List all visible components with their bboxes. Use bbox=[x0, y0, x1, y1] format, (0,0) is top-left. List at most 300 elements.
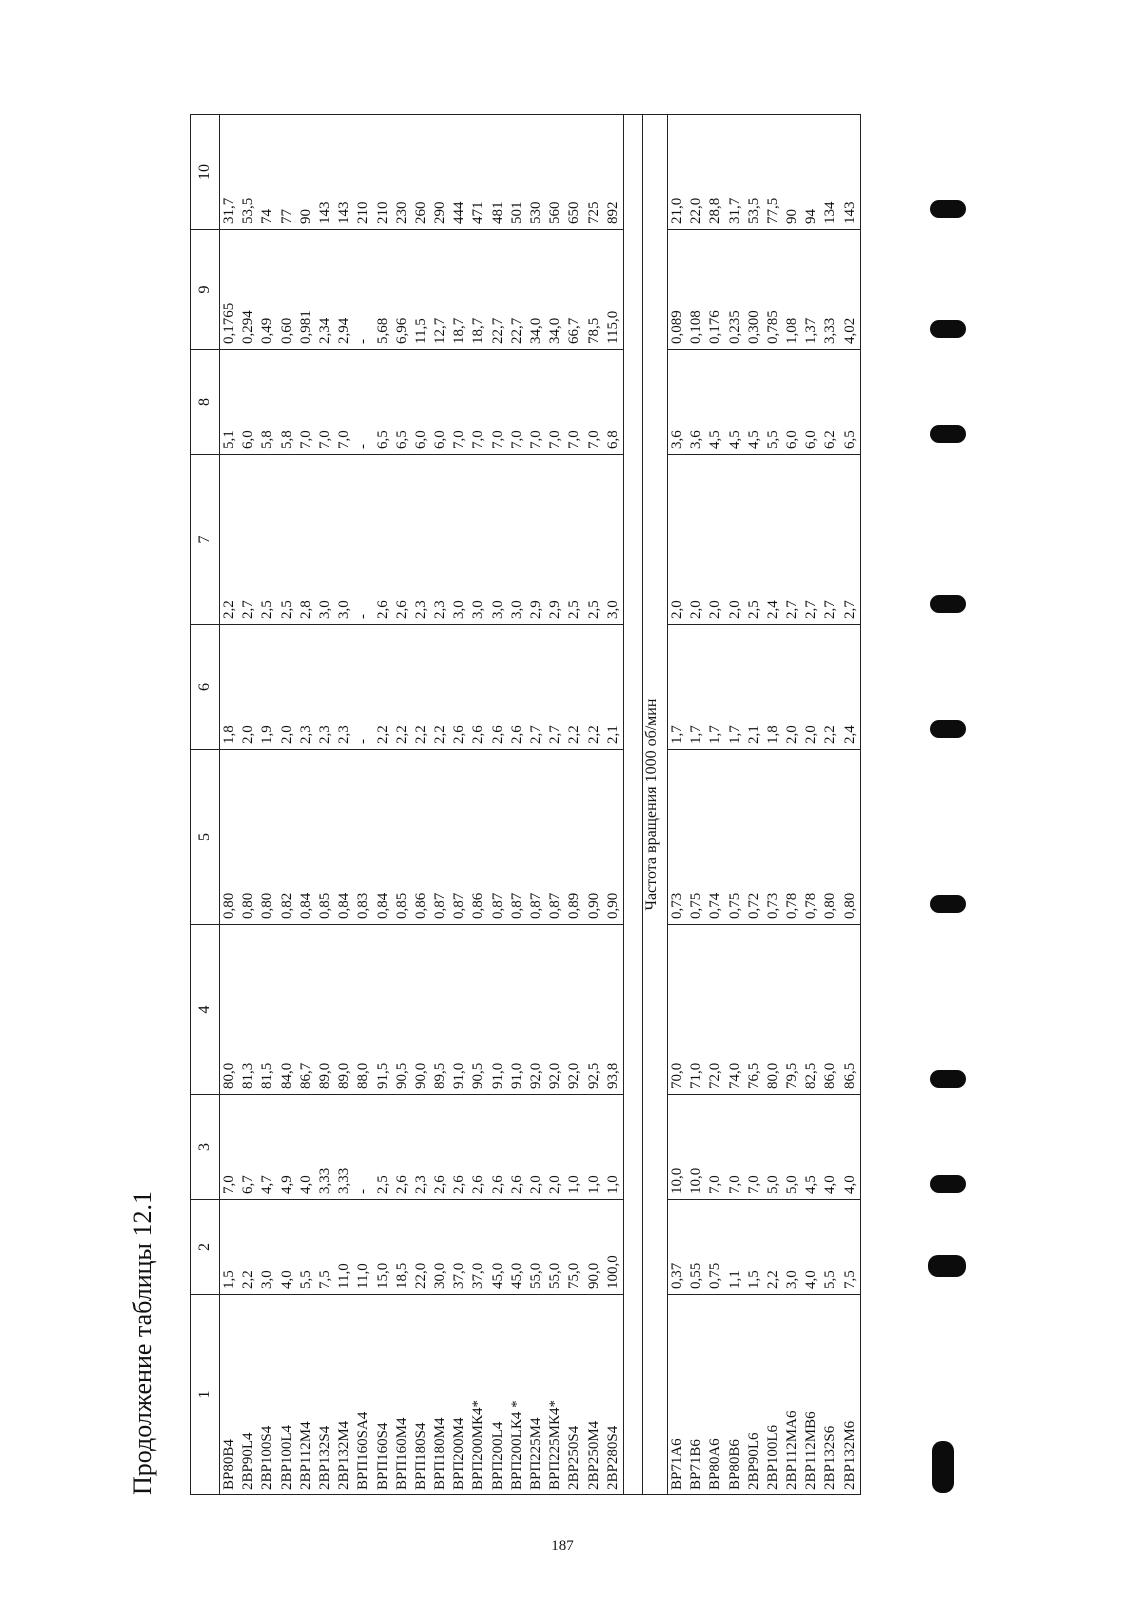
cell-values bbox=[668, 750, 860, 924]
table-cell: 2,9 bbox=[547, 600, 564, 619]
table-cell: 0,85 bbox=[393, 892, 410, 919]
table-cell: 1,37 bbox=[803, 317, 820, 344]
table-cell: 3,33 bbox=[316, 1167, 333, 1194]
table-cell: 53,5 bbox=[240, 197, 257, 224]
table-cell: ВРП160М4 bbox=[393, 1417, 410, 1490]
table-cell: 79,5 bbox=[784, 1062, 801, 1089]
table-cell: 55,0 bbox=[528, 1262, 544, 1289]
table-cell: 0,87 bbox=[528, 892, 544, 919]
table-cell: 0,235 bbox=[726, 310, 743, 344]
table-cell: 6,0 bbox=[784, 430, 801, 449]
cell-values bbox=[220, 455, 623, 624]
table-cell: 78,5 bbox=[585, 317, 602, 344]
table-cell: 31,7 bbox=[221, 197, 237, 224]
table-cell: ВРП180S4 bbox=[412, 1422, 429, 1490]
table-cell: 6,5 bbox=[374, 430, 391, 449]
table-cell: 22,7 bbox=[508, 317, 525, 344]
table-cell: 2,2 bbox=[412, 725, 429, 744]
table-cell: - bbox=[355, 339, 372, 344]
table-cell: 0,60 bbox=[278, 317, 295, 344]
col-header-4: 4 bbox=[191, 925, 220, 1095]
table-cell: 15,0 bbox=[374, 1262, 391, 1289]
table-cell: ВРП200МК4* bbox=[470, 1399, 487, 1490]
data-table bbox=[190, 114, 861, 1495]
table-cell: 1,5 bbox=[745, 1270, 762, 1289]
table-cell: 1,0 bbox=[566, 1175, 583, 1194]
table-cell: 2,6 bbox=[393, 1175, 410, 1194]
ink-blot bbox=[930, 895, 966, 913]
cell-values bbox=[668, 625, 860, 749]
table-cell: 2,7 bbox=[822, 600, 839, 619]
col-header-3: 3 bbox=[191, 1095, 220, 1200]
table-cell: 7,0 bbox=[316, 430, 333, 449]
table-cell: 2,3 bbox=[412, 1175, 429, 1194]
table-cell: 37,0 bbox=[470, 1262, 487, 1289]
table-cell: 3,0 bbox=[784, 1270, 801, 1289]
table-cell: 0,80 bbox=[221, 892, 237, 919]
table-cell: 0,80 bbox=[822, 892, 839, 919]
table-cell: 2,7 bbox=[528, 725, 544, 744]
table-cell: 0,90 bbox=[585, 892, 602, 919]
table-cell: 2ВР112МА6 bbox=[784, 1410, 801, 1490]
table-cell: 18,7 bbox=[451, 317, 468, 344]
table-cell: 11,5 bbox=[412, 318, 429, 344]
table-cell: 0,1765 bbox=[221, 302, 237, 344]
table-cell: 90 bbox=[784, 209, 801, 224]
table-cell: 92,0 bbox=[547, 1062, 564, 1089]
table-cell: 2,6 bbox=[489, 725, 506, 744]
table-cell: 3,0 bbox=[604, 600, 621, 619]
table-cell: 2,6 bbox=[374, 600, 391, 619]
table-cell: 290 bbox=[432, 201, 449, 224]
table-cell: 0,90 bbox=[604, 892, 621, 919]
group2-col-9 bbox=[667, 230, 860, 350]
table-cell: 2,2 bbox=[393, 725, 410, 744]
table-cell: 93,8 bbox=[604, 1062, 621, 1089]
group2-col-4 bbox=[667, 925, 860, 1095]
table-cell: 7,0 bbox=[585, 430, 602, 449]
table-cell: 5,68 bbox=[374, 317, 391, 344]
table-cell: 0,87 bbox=[432, 892, 449, 919]
table-cell: 2,6 bbox=[508, 725, 525, 744]
table-cell: 3,0 bbox=[451, 600, 468, 619]
table-cell: 1,5 bbox=[221, 1270, 237, 1289]
table-cell: 560 bbox=[547, 201, 564, 224]
table-cell: 5,8 bbox=[278, 430, 295, 449]
table-cell: 90,5 bbox=[393, 1062, 410, 1089]
table-cell: 7,0 bbox=[508, 430, 525, 449]
group2-col-6 bbox=[667, 625, 860, 750]
table-cell: 2,2 bbox=[432, 725, 449, 744]
cell-values bbox=[220, 750, 623, 924]
table-cell: 2,5 bbox=[278, 600, 295, 619]
table-cell: 143 bbox=[841, 201, 858, 224]
table-cell: 143 bbox=[316, 201, 333, 224]
table-cell: 5,0 bbox=[784, 1175, 801, 1194]
table-cell: 2,0 bbox=[668, 600, 685, 619]
table-cell: 72,0 bbox=[707, 1062, 724, 1089]
table-cell: 0,089 bbox=[668, 310, 685, 344]
table-cell: 1,08 bbox=[784, 317, 801, 344]
table-cell: 3,0 bbox=[259, 1270, 276, 1289]
table-cell: 2,2 bbox=[240, 1270, 257, 1289]
table-cell: 7,0 bbox=[297, 430, 314, 449]
table-cell: 22,0 bbox=[688, 197, 705, 224]
ink-blot bbox=[928, 1255, 966, 1277]
table-cell: 5,0 bbox=[764, 1175, 781, 1194]
table-cell: 94 bbox=[803, 209, 820, 224]
table-cell: 2,2 bbox=[764, 1270, 781, 1289]
table-cell: 2,4 bbox=[841, 725, 858, 744]
table-cell: 0,87 bbox=[489, 892, 506, 919]
table-cell: 2,7 bbox=[803, 600, 820, 619]
table-cell: 2,6 bbox=[393, 600, 410, 619]
table-cell: ВРП225МК4* bbox=[547, 1399, 564, 1490]
table-cell: 2,9 bbox=[528, 600, 544, 619]
table-cell: 2ВР132S6 bbox=[822, 1425, 839, 1490]
table-cell: 0,82 bbox=[278, 892, 295, 919]
table-cell: 86,5 bbox=[841, 1062, 858, 1089]
table-cell: 2,0 bbox=[803, 725, 820, 744]
table-cell: 0,108 bbox=[688, 310, 705, 344]
table-cell: 2,8 bbox=[297, 600, 314, 619]
table-cell: 2,34 bbox=[316, 317, 333, 344]
table-cell: 2,0 bbox=[278, 725, 295, 744]
cell-values bbox=[220, 350, 623, 454]
table-cell: 92,0 bbox=[566, 1062, 583, 1089]
table-cell: 0,87 bbox=[508, 892, 525, 919]
cell-values bbox=[220, 1200, 623, 1294]
table-cell: 2,4 bbox=[764, 600, 781, 619]
table-cell: 7,5 bbox=[316, 1270, 333, 1289]
table-cell: 0,84 bbox=[374, 892, 391, 919]
table-cell: 4,02 bbox=[841, 317, 858, 344]
table-cell: 4,5 bbox=[726, 430, 743, 449]
cell-values bbox=[220, 1295, 623, 1494]
table-cell: 0,75 bbox=[726, 892, 743, 919]
table-cell: 2,3 bbox=[297, 725, 314, 744]
table-cell: 86,0 bbox=[822, 1062, 839, 1089]
table-cell: 81,5 bbox=[259, 1062, 276, 1089]
table-cell: 2,0 bbox=[240, 725, 257, 744]
cell-values bbox=[668, 925, 860, 1094]
table-cell: 4,0 bbox=[803, 1270, 820, 1289]
table-cell: 1,1 bbox=[726, 1270, 743, 1289]
table-cell: 89,5 bbox=[432, 1062, 449, 1089]
table-cell: 90,5 bbox=[470, 1062, 487, 1089]
table-cell: 444 bbox=[451, 201, 468, 224]
table-cell: 0,80 bbox=[240, 892, 257, 919]
table-cell: 2ВР132М4 bbox=[336, 1420, 353, 1490]
table-cell: 84,0 bbox=[278, 1062, 295, 1089]
table-cell: 5,8 bbox=[259, 430, 276, 449]
table-cell: 115,0 bbox=[604, 310, 621, 344]
table-cell: 22,7 bbox=[489, 317, 506, 344]
table-cell: 0,49 bbox=[259, 317, 276, 344]
table-cell: 2,0 bbox=[547, 1175, 564, 1194]
table-cell: 4,0 bbox=[278, 1270, 295, 1289]
group1-col-8 bbox=[220, 350, 624, 455]
table-cell: 725 bbox=[585, 201, 602, 224]
table-cell: 11,0 bbox=[355, 1263, 372, 1289]
table-cell: 3,6 bbox=[688, 430, 705, 449]
table-cell: 5,5 bbox=[297, 1270, 314, 1289]
table-cell: 7,0 bbox=[528, 430, 544, 449]
table-cell: 7,0 bbox=[336, 430, 353, 449]
col-header-8: 8 bbox=[191, 350, 220, 455]
table-cell: 2,5 bbox=[374, 1175, 391, 1194]
table-cell: 74,0 bbox=[726, 1062, 743, 1089]
table-cell: 4,5 bbox=[745, 430, 762, 449]
cell-values bbox=[668, 1095, 860, 1199]
table-cell: 90 bbox=[297, 209, 314, 224]
ink-blot bbox=[930, 200, 966, 218]
table-cell: 4,5 bbox=[803, 1175, 820, 1194]
group1-col-5 bbox=[220, 750, 624, 925]
table-cell: 71,0 bbox=[688, 1062, 705, 1089]
table-cell: 12,7 bbox=[432, 317, 449, 344]
table-cell: 3,6 bbox=[668, 430, 685, 449]
table-cell: 2,6 bbox=[432, 1175, 449, 1194]
page-number: 187 bbox=[551, 1538, 574, 1554]
table-cell: 3,0 bbox=[316, 600, 333, 619]
cell-values bbox=[668, 350, 860, 454]
cell-values bbox=[220, 230, 623, 349]
group1-col-9 bbox=[220, 230, 624, 350]
table-cell: 0,75 bbox=[707, 1262, 724, 1289]
table-cell: 2,6 bbox=[470, 725, 487, 744]
table-cell: 530 bbox=[528, 201, 544, 224]
table-cell: 2ВР250М4 bbox=[585, 1420, 602, 1490]
table-cell: 86,7 bbox=[297, 1062, 314, 1089]
table-cell: 6,5 bbox=[393, 430, 410, 449]
table-cell: 88,0 bbox=[355, 1062, 372, 1089]
group1-col-4 bbox=[220, 925, 624, 1095]
table-cell: 89,0 bbox=[336, 1062, 353, 1089]
table-cell: 10,0 bbox=[668, 1167, 685, 1194]
table-cell: 80,0 bbox=[764, 1062, 781, 1089]
table-cell: 650 bbox=[566, 201, 583, 224]
table-cell: 5,5 bbox=[822, 1270, 839, 1289]
table-cell: 2,6 bbox=[470, 1175, 487, 1194]
table-cell: 37,0 bbox=[451, 1262, 468, 1289]
group1-col-1 bbox=[220, 1295, 624, 1495]
group2-col-7 bbox=[667, 455, 860, 625]
table-cell: 2,5 bbox=[566, 600, 583, 619]
table-cell: 2,3 bbox=[432, 600, 449, 619]
table-cell: 70,0 bbox=[668, 1062, 685, 1089]
table-cell: 1,8 bbox=[221, 725, 237, 744]
table-cell: 2ВР132S4 bbox=[316, 1425, 333, 1490]
table-cell: 210 bbox=[374, 201, 391, 224]
table-cell: 2ВР112МВ6 bbox=[803, 1411, 820, 1490]
table-cell: 91,0 bbox=[451, 1062, 468, 1089]
table-cell: 4,0 bbox=[297, 1175, 314, 1194]
table-cell: 0,86 bbox=[470, 892, 487, 919]
table-cell: 0,80 bbox=[841, 892, 858, 919]
table-cell: 0,87 bbox=[451, 892, 468, 919]
table-cell: 2ВР250S4 bbox=[566, 1425, 583, 1490]
table-cell: 1,7 bbox=[688, 725, 705, 744]
table-cell: 3,0 bbox=[470, 600, 487, 619]
table-cell: 7,0 bbox=[470, 430, 487, 449]
cell-values bbox=[220, 625, 623, 749]
table-cell: 481 bbox=[489, 201, 506, 224]
ink-blot bbox=[930, 595, 966, 613]
table-cell: ВРП160SА4 bbox=[355, 1411, 372, 1490]
table-cell: 76,5 bbox=[745, 1062, 762, 1089]
table-cell: 82,5 bbox=[803, 1062, 820, 1089]
group2-col-3 bbox=[667, 1095, 860, 1200]
table-cell: 2,7 bbox=[841, 600, 858, 619]
table-cell: - bbox=[355, 614, 372, 619]
table-cell: 2,6 bbox=[451, 725, 468, 744]
table-cell: - bbox=[355, 739, 372, 744]
table-cell: 1,8 bbox=[764, 725, 781, 744]
table-cell: 1,7 bbox=[707, 725, 724, 744]
table-cell: 260 bbox=[412, 201, 429, 224]
group2-col-5 bbox=[667, 750, 860, 925]
table-cell: 80,0 bbox=[221, 1062, 237, 1089]
table-cell: 0,74 bbox=[707, 892, 724, 919]
table-cell: 2,0 bbox=[528, 1175, 544, 1194]
table-cell: 2ВР280S4 bbox=[604, 1425, 621, 1490]
table-cell: 74 bbox=[259, 209, 276, 224]
cell-values bbox=[668, 455, 860, 624]
table-cell: 1,0 bbox=[585, 1175, 602, 1194]
table-cell: 0,300 bbox=[745, 310, 762, 344]
ink-blot bbox=[930, 1175, 966, 1193]
table-cell: 2,7 bbox=[547, 725, 564, 744]
table-cell: 4,5 bbox=[707, 430, 724, 449]
table-cell: 77,5 bbox=[764, 197, 781, 224]
table-cell: 7,0 bbox=[221, 1175, 237, 1194]
table-cell: 45,0 bbox=[508, 1262, 525, 1289]
col-header-1: 1 bbox=[191, 1295, 220, 1495]
table-cell: 2,1 bbox=[745, 725, 762, 744]
table-cell: 81,3 bbox=[240, 1062, 257, 1089]
table-cell: 7,0 bbox=[547, 430, 564, 449]
table-cell: 2ВР100S4 bbox=[259, 1425, 276, 1490]
table-cell: 0,89 bbox=[566, 892, 583, 919]
table-cell: 0,85 bbox=[316, 892, 333, 919]
table-cell: 92,0 bbox=[528, 1062, 544, 1089]
table-cell: 2,3 bbox=[336, 725, 353, 744]
table-cell: 90,0 bbox=[585, 1262, 602, 1289]
group2-col-8 bbox=[667, 350, 860, 455]
table-cell: 2ВР90L4 bbox=[240, 1432, 257, 1490]
table-cell: 210 bbox=[355, 201, 372, 224]
table-cell: 7,0 bbox=[566, 430, 583, 449]
table-cell: 0,981 bbox=[297, 310, 314, 344]
table-cell: 1,0 bbox=[604, 1175, 621, 1194]
table-cell: 0,78 bbox=[803, 892, 820, 919]
table-cell: 6,2 bbox=[822, 430, 839, 449]
table-cell: 10,0 bbox=[688, 1167, 705, 1194]
table-cell: 0,37 bbox=[668, 1262, 685, 1289]
cell-values bbox=[668, 230, 860, 349]
table-cell: 230 bbox=[393, 201, 410, 224]
table-cell: 34,0 bbox=[528, 317, 544, 344]
table-cell: 2,0 bbox=[707, 600, 724, 619]
table-cell: 2,0 bbox=[726, 600, 743, 619]
table-cell: 45,0 bbox=[489, 1262, 506, 1289]
table-cell: 2,7 bbox=[240, 600, 257, 619]
table-cell: 0,86 bbox=[412, 892, 429, 919]
group2-col-1 bbox=[667, 1295, 860, 1495]
table-cell: 1,7 bbox=[726, 725, 743, 744]
cell-values bbox=[668, 1200, 860, 1294]
table-cell: 31,7 bbox=[726, 197, 743, 224]
table-cell: 2,2 bbox=[822, 725, 839, 744]
table-cell: 134 bbox=[822, 201, 839, 224]
table-cell: 0,78 bbox=[784, 892, 801, 919]
table-caption: Продолжение таблицы 12.1 bbox=[128, 1191, 157, 1495]
table-cell: 75,0 bbox=[566, 1262, 583, 1289]
table-cell: 0,73 bbox=[764, 892, 781, 919]
col-header-5: 5 bbox=[191, 750, 220, 925]
table-cell: ВРП200L4 bbox=[489, 1421, 506, 1490]
table-cell: ВР80В4 bbox=[221, 1439, 237, 1490]
cell-values bbox=[220, 115, 623, 229]
table-cell: 30,0 bbox=[432, 1262, 449, 1289]
table-cell: 2,2 bbox=[221, 600, 237, 619]
table-cell: ВРП200М4 bbox=[451, 1417, 468, 1490]
table-cell: 2,5 bbox=[585, 600, 602, 619]
table-cell: 53,5 bbox=[745, 197, 762, 224]
ink-blot bbox=[932, 1441, 954, 1493]
table-cell: 6,0 bbox=[432, 430, 449, 449]
table-cell: 143 bbox=[336, 201, 353, 224]
table-cell: 471 bbox=[470, 201, 487, 224]
table-cell: 6,96 bbox=[393, 317, 410, 344]
table-cell: 0,83 bbox=[355, 892, 372, 919]
table-cell: 55,0 bbox=[547, 1262, 564, 1289]
table-cell: 7,0 bbox=[726, 1175, 743, 1194]
table-cell: - bbox=[355, 1189, 372, 1194]
table-cell: 92,5 bbox=[585, 1062, 602, 1089]
cell-values bbox=[220, 1095, 623, 1199]
table-cell: 6,7 bbox=[240, 1175, 257, 1194]
table-cell: 0,55 bbox=[688, 1262, 705, 1289]
table-cell: 6,0 bbox=[803, 430, 820, 449]
table-cell: 7,0 bbox=[451, 430, 468, 449]
group1-col-6 bbox=[220, 625, 624, 750]
table-cell: 2ВР90L6 bbox=[745, 1432, 762, 1490]
table-cell: 91,0 bbox=[489, 1062, 506, 1089]
table-cell: 2,3 bbox=[412, 600, 429, 619]
table-cell: 6,5 bbox=[841, 430, 858, 449]
table-cell: 5,5 bbox=[764, 430, 781, 449]
group1-col-2 bbox=[220, 1200, 624, 1295]
group2-col-2 bbox=[667, 1200, 860, 1295]
table-cell: ВР71В6 bbox=[688, 1439, 705, 1490]
group1-col-3 bbox=[220, 1095, 624, 1200]
ink-blot bbox=[930, 425, 966, 443]
table-cell: 2,6 bbox=[508, 1175, 525, 1194]
cell-values bbox=[668, 1295, 860, 1494]
table-cell: 90,0 bbox=[412, 1062, 429, 1089]
table-cell: 2ВР100L6 bbox=[764, 1424, 781, 1490]
table-cell: 2,7 bbox=[784, 600, 801, 619]
table-cell: 2,5 bbox=[745, 600, 762, 619]
table-cell: 0,176 bbox=[707, 310, 724, 344]
group1-col-10 bbox=[220, 115, 624, 230]
col-header-10: 10 bbox=[191, 115, 220, 230]
table-cell: 1,9 bbox=[259, 725, 276, 744]
rotated-table-block bbox=[128, 115, 980, 1495]
table-cell: 0,294 bbox=[240, 310, 257, 344]
